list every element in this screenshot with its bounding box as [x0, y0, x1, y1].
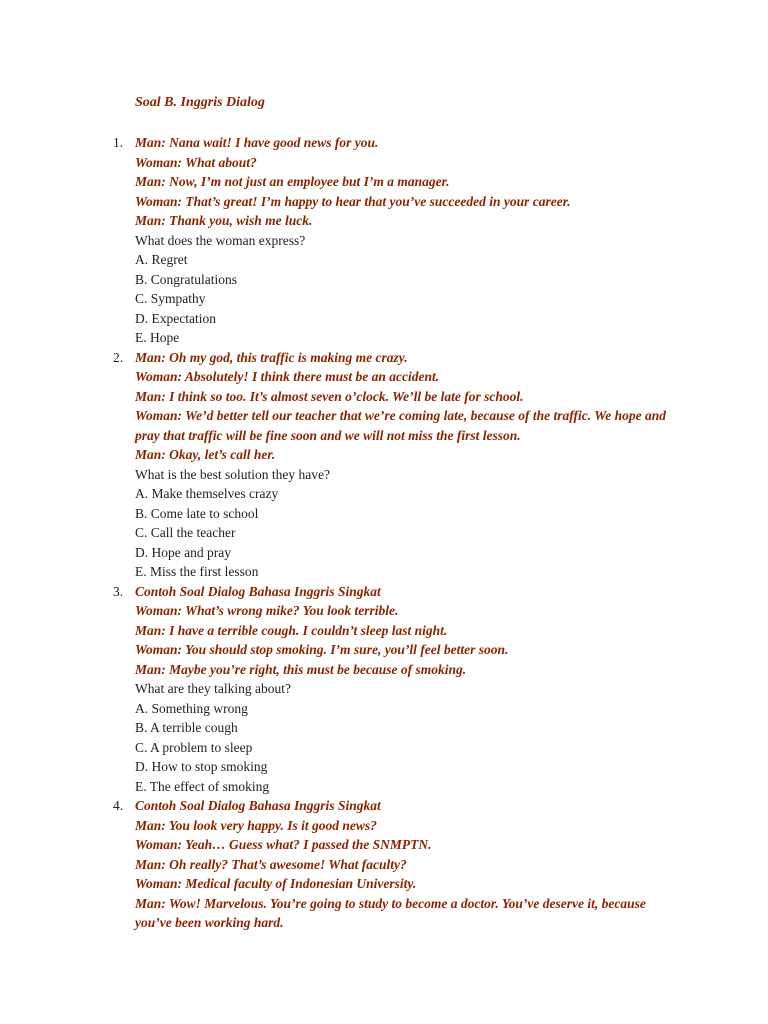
answer-option-c: C. A problem to sleep — [135, 739, 253, 755]
question-number: 1. — [113, 135, 124, 150]
question-text: What is the best solution they have? — [135, 466, 330, 482]
dialog-line: Man: You look very happy. Is it good news? — [135, 817, 377, 833]
dialog-line: Man: Maybe you’re right, this must be because of smoking. — [135, 661, 467, 677]
question-2 — [0, 348, 768, 582]
answer-option-d: D. Hope and pray — [135, 544, 231, 560]
dialog-line: Man: Wow! Marvelous. You’re going to study to become a doctor. You’ve deserve it, because you’ve been working hard. — [135, 895, 646, 930]
question-text: What does the woman express? — [135, 232, 306, 248]
dialog-line: Man: Thank you, wish me luck. — [135, 213, 313, 228]
answer-option-b: B. Come late to school — [135, 505, 259, 521]
answer-option-c: C. Sympathy — [135, 291, 206, 306]
dialog-line: Man: I have a terrible cough. I couldn’t sleep last night. — [135, 622, 448, 638]
answer-option-e: E. Hope — [135, 330, 180, 345]
answer-option-c: C. Call the teacher — [135, 525, 236, 540]
document-title: Soal B. Inggris Dialog — [135, 95, 265, 110]
question-3 — [0, 582, 768, 797]
question-number: 2. — [113, 349, 124, 365]
dialog-line: Woman: What’s wrong mike? You look terrible. — [135, 603, 399, 618]
question-text: What are they talking about? — [135, 681, 291, 696]
question-number: 4. — [113, 798, 124, 813]
dialog-line: Woman: Medical faculty of Indonesian University. — [135, 876, 417, 891]
dialog-line: Woman: Yeah… Guess what? I passed the SNMPTN. — [135, 837, 432, 852]
dialog-line: Woman: Absolutely! I think there must be an accident. — [135, 369, 440, 384]
answer-option-b: B. A terrible cough — [135, 720, 238, 735]
answer-option-b: B. Congratulations — [135, 271, 237, 287]
answer-option-a: A. Regret — [135, 252, 188, 267]
dialog-line: Woman: You should stop smoking. I’m sure, you’ll feel better soon. — [135, 642, 509, 657]
question-1 — [0, 133, 768, 348]
dialog-line: Woman: What about? — [135, 154, 257, 170]
dialog-line: Man: I think so too. It’s almost seven o’clock. We’ll be late for school. — [135, 388, 524, 404]
dialog-line: Woman: That’s great! I’m happy to hear that you’ve succeeded in your career. — [135, 193, 571, 209]
answer-option-e: E. The effect of smoking — [135, 778, 270, 794]
answer-option-d: D. How to stop smoking — [135, 759, 268, 774]
dialog-line: Woman: We’d better tell our teacher that we’re coming late, because of the traffic. We hope and pray that traffic will be fine soon and we will not miss the first lesson. — [135, 408, 666, 443]
dialog-line: Man: Oh really? That’s awesome! What faculty? — [135, 856, 407, 872]
answer-option-e: E. Miss the first lesson — [135, 564, 259, 579]
dialog-line: Man: Oh my god, this traffic is making me crazy. — [135, 349, 408, 365]
question-list — [0, 133, 768, 933]
answer-option-a: A. Make themselves crazy — [135, 486, 279, 501]
dialog-line: Man: Okay, let’s call her. — [135, 447, 276, 462]
dialog-heading: Contoh Soal Dialog Bahasa Inggris Singkat — [135, 583, 381, 599]
dialog-heading: Contoh Soal Dialog Bahasa Inggris Singkat — [135, 798, 381, 813]
question-4 — [0, 796, 768, 933]
dialog-line: Man: Now, I’m not just an employee but I’m a manager. — [135, 174, 450, 189]
question-number: 3. — [113, 583, 124, 599]
answer-option-d: D. Expectation — [135, 310, 216, 326]
answer-option-a: A. Something wrong — [135, 700, 248, 716]
dialog-line: Man: Nana wait! I have good news for you. — [135, 135, 379, 150]
